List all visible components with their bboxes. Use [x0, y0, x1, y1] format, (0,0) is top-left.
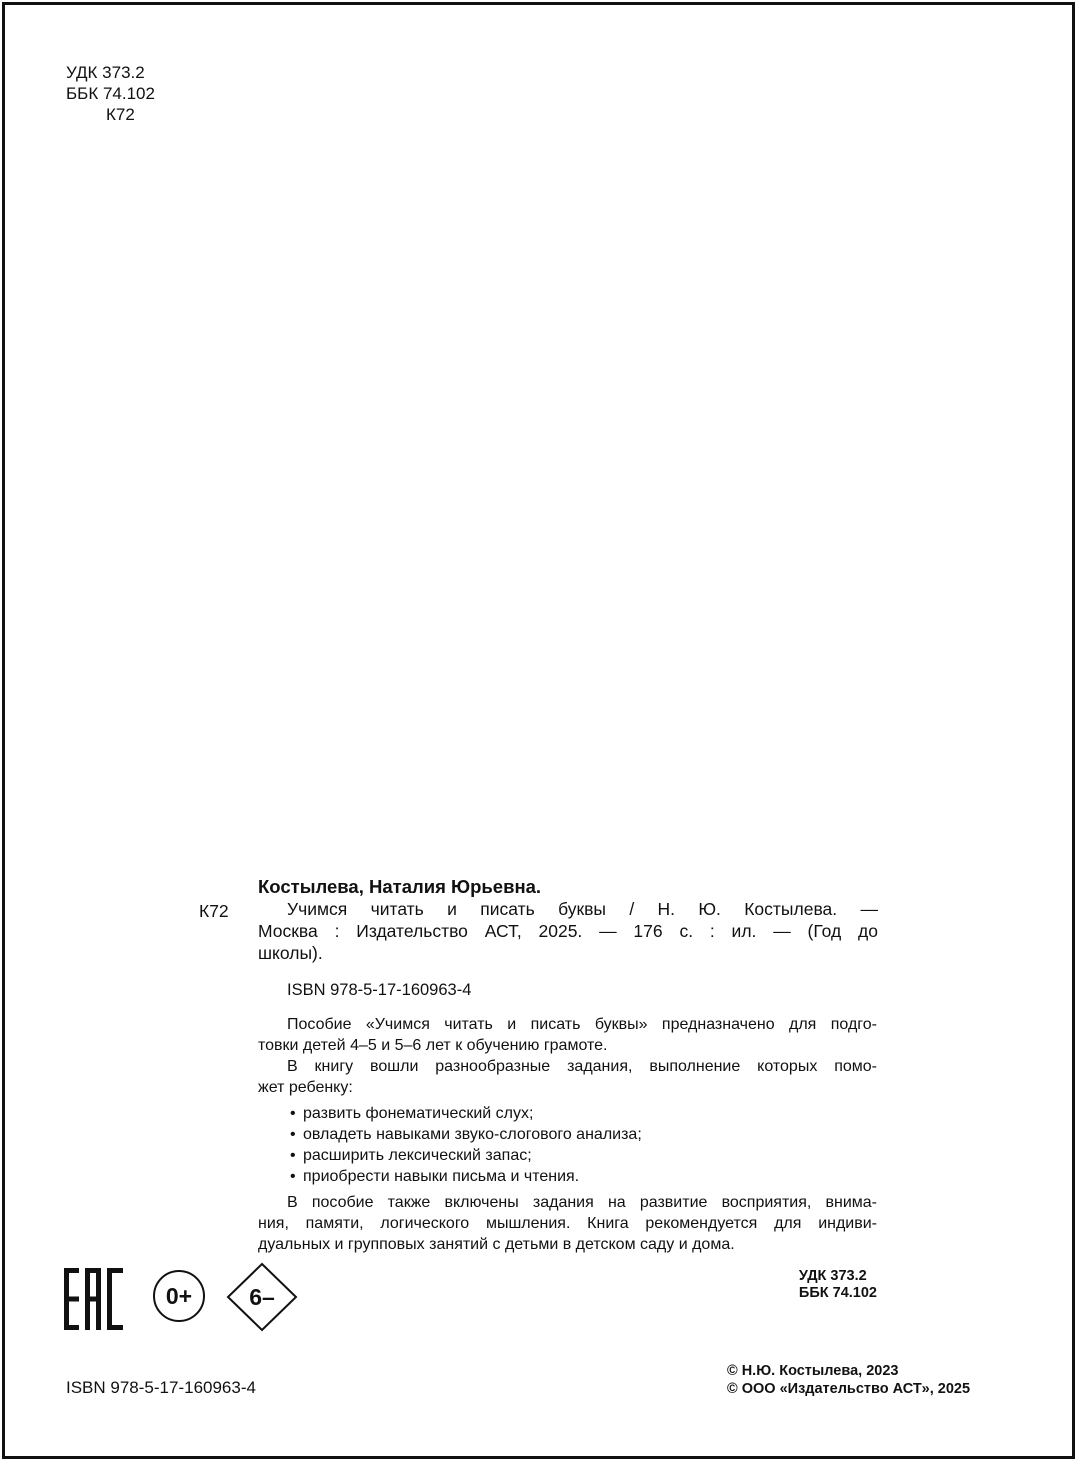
bbk-code-footer: ББК 74.102: [798, 1285, 877, 1301]
list-item: • приобрести навыки письма и чтения.: [290, 1168, 580, 1185]
annotation-line: ния, памяти, логического мышления. Книга рекомендуется для индиви-: [258, 1215, 877, 1232]
list-item: • расширить лексический запас;: [290, 1147, 532, 1164]
entry-author-mark: К72: [199, 901, 229, 921]
copyright-author: © Н.Ю. Костылева, 2023: [727, 1363, 899, 1379]
author-mark: К72: [106, 105, 135, 124]
annotation-line: В книгу вошли разнообразные задания, выполнение которых помо-: [287, 1058, 877, 1075]
list-item: • развить фонематический слух;: [290, 1105, 534, 1122]
list-item: • овладеть навыками звуко-слогового анализа;: [290, 1126, 642, 1143]
eac-logo-icon: [64, 1268, 124, 1335]
annotation-line: дуальных и групповых занятий с детьми в детском саду и дома.: [258, 1236, 735, 1253]
reading-age-badge: [226, 1262, 298, 1337]
bullet-icon: •: [290, 1147, 296, 1164]
classification-footer: [799, 1268, 877, 1302]
annotation-line: товки детей 4–5 и 5–6 лет к обучению грамоте.: [258, 1037, 608, 1054]
skills-list: [258, 1103, 877, 1187]
annotation-line: В пособие также включены задания на развитие восприятия, внима-: [287, 1194, 877, 1211]
entry-title-line: Москва : Издательство АСТ, 2025. — 176 с. : ил. — (Год до: [258, 921, 878, 941]
udk-code: УДК 373.2: [66, 63, 145, 82]
copyright-publisher: © ООО «Издательство АСТ», 2025: [727, 1381, 971, 1397]
entry-title-line: Учимся читать и писать буквы / Н. Ю. Костылева. —: [287, 899, 878, 919]
udk-code-footer: УДК 373.2: [798, 1268, 867, 1284]
bullet-icon: •: [290, 1105, 296, 1122]
bullet-icon: •: [290, 1168, 296, 1185]
bullet-icon: •: [290, 1126, 296, 1143]
annotation: [258, 1014, 877, 1255]
bbk-code: ББК 74.102: [66, 84, 155, 103]
entry-title-line: школы).: [258, 943, 323, 963]
copyright-block: [727, 1362, 970, 1398]
entry-author: Костылева, Наталия Юрьевна.: [258, 876, 542, 897]
annotation-line: Пособие «Учимся читать и писать буквы» предназначено для подго-: [287, 1016, 877, 1033]
age-rating-badge: 0+: [153, 1270, 205, 1322]
reading-age-label: 6–: [249, 1284, 275, 1310]
annotation-line: жет ребенку:: [258, 1079, 353, 1096]
bibliographic-entry: [258, 876, 878, 964]
isbn-footer: ISBN 978-5-17-160963-4: [66, 1378, 256, 1397]
entry-isbn: ISBN 978-5-17-160963-4: [287, 981, 472, 999]
classification-header: [66, 62, 155, 125]
